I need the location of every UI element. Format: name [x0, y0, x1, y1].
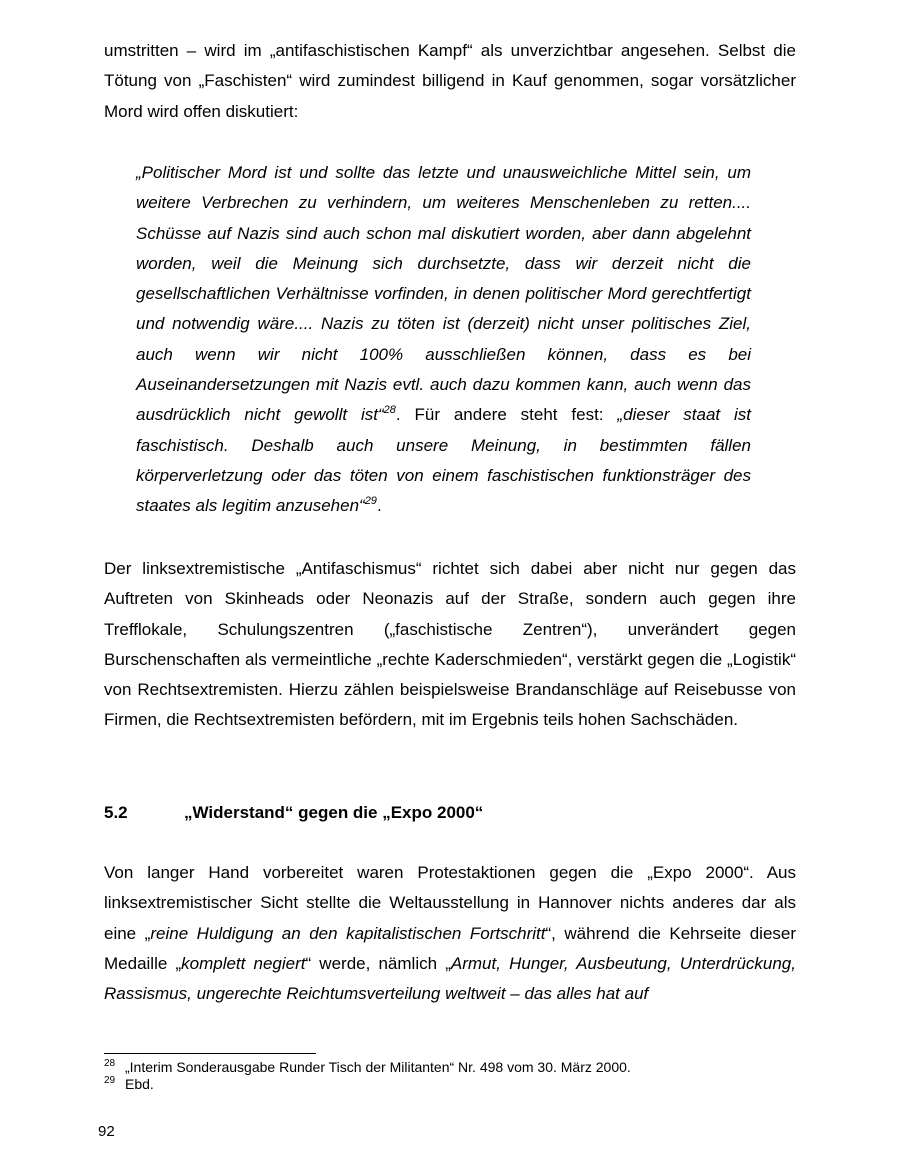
footnote-text: „Interim Sonderausgabe Runder Tisch der Militanten“ Nr. 498 vom 30. März 2000. [125, 1059, 631, 1075]
footnote-number: 29 [104, 1075, 116, 1086]
intro-paragraph [104, 36, 796, 127]
paragraph-3-quote-1: reine Huldigung an den kapitalistischen Fortschritt [150, 923, 546, 943]
quote-text [136, 158, 751, 522]
footnote-divider [104, 1053, 316, 1054]
section-title: „Widerstand“ gegen die „Expo 2000“ [184, 803, 484, 822]
page-number: 92 [98, 1123, 115, 1140]
paragraph-2-text: Der linksextremistische „Antifaschismus“ richtet sich dabei aber nicht nur gegen das Auftreten von Skinheads oder Neonazis auf der Straße, sondern auch gegen ihre Trefflokale, Schulungszentren („faschistische Zentren“), unverändert gegen Burschenschaften als vermeintliche „rechte Kaderschmieden“, verstärkt gegen die „Logistik“ von Rechtsextremisten. Hierzu zählen beispielsweise Brandanschläge auf Reisebusse von Firmen, die Rechtsextremisten befördern, mit im Ergebnis teils hohen Sachschäden. [104, 559, 796, 730]
section-number: 5.2 [104, 803, 128, 822]
footnote-number: 28 [104, 1058, 116, 1069]
block-quote [136, 158, 751, 522]
footnote-28 [104, 1059, 796, 1076]
quote-end: . [376, 496, 382, 516]
footnote-ref-28[interactable]: 28 [383, 403, 396, 416]
section-heading [104, 798, 483, 828]
intro-text: umstritten – wird im „antifaschistischen Kampf“ als unverzichtbar angesehen. Selbst die Tötung von „Faschisten“ wird zumindest billigend in Kauf genommen, sogar vorsätzlicher Mord wird offen diskutiert: [104, 41, 796, 121]
paragraph-3-text [104, 858, 796, 1009]
paragraph-expo [104, 858, 796, 1009]
paragraph-3-segment-2: “, während die Kehrseite dieser Medaille „ [104, 923, 797, 973]
paragraph-3-quote-2: komplett negiert [181, 953, 306, 973]
paragraph-antifaschismus [104, 554, 796, 736]
paragraph-3-segment-3: “ werde, nämlich „ [305, 953, 451, 973]
quote-connector: . Für andere steht fest: [395, 405, 618, 425]
footnote-text: Ebd. [125, 1076, 154, 1092]
paragraph-3-segment-1: Von langer Hand vorbereitet waren Protestaktionen gegen die „Expo 2000“. Aus linksextremistischer Sicht stellte die Weltausstellung in Hannover nichts anderes dar als eine „ [104, 863, 796, 943]
footnote-ref-29[interactable]: 29 [364, 494, 377, 507]
footnote-29 [104, 1076, 796, 1093]
paragraph-3-quote-3: Armut, Hunger, Ausbeutung, Unterdrückung, Rassismus, ungerechte Reichtumsverteilung weltweit – das alles hat auf [104, 953, 796, 1004]
quote-part-1: „Politischer Mord ist und sollte das letzte und unausweichliche Mittel sein, um weitere Verbrechen zu verhindern, um weiteres Menschenleben zu retten.... Schüsse auf Nazis sind auch schon mal diskutiert worden, aber dann abgelehnt worden, weil die Meinung sich durchsetzte, dass wir derzeit nicht die gesellschaftlichen Verhältnisse vorfinden, in denen politischer Mord gerechtfertigt und notwendig wäre.... Nazis zu töten ist (derzeit) nicht unser politisches Ziel, auch wenn wir nicht 100% ausschließen können, dass es bei Auseinandersetzungen mit Nazis evtl. auch dazu kommen kann, auch wenn das ausdrücklich nicht gewollt ist“ [136, 163, 751, 425]
footnotes [104, 1059, 796, 1093]
quote-part-2: „dieser staat ist faschistisch. Deshalb auch unsere Meinung, in bestimmten fällen körperverletzung oder das töten von einem faschistischen funktionsträger des staates als legitim anzusehen“ [136, 405, 751, 516]
